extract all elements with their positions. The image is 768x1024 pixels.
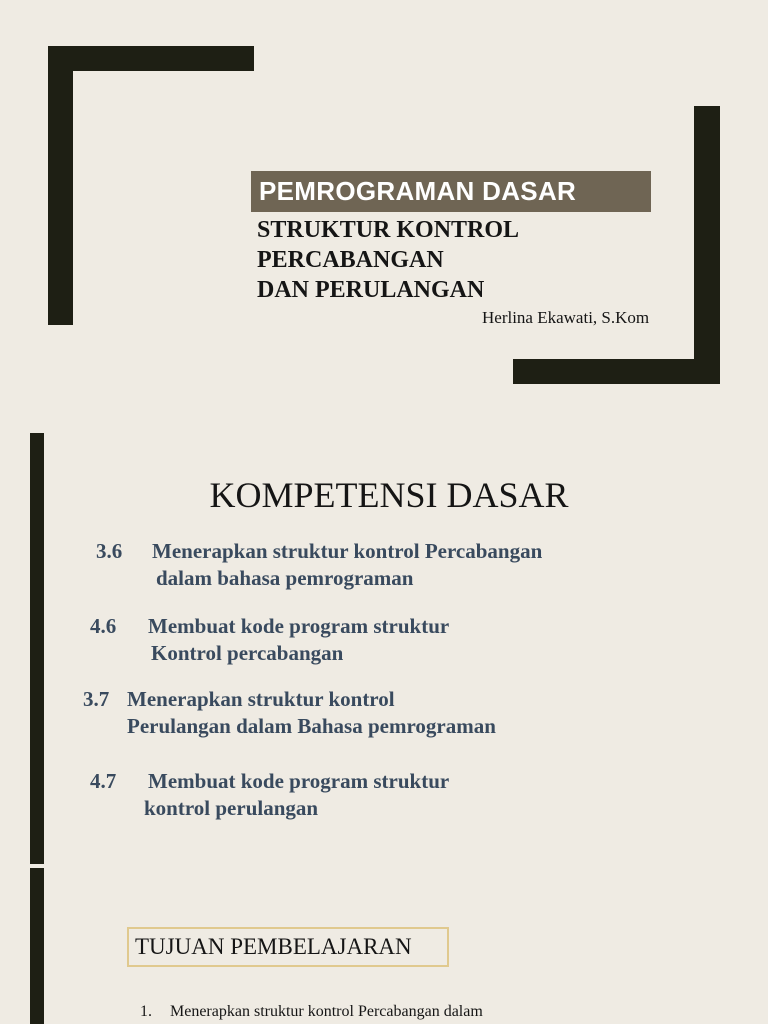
subtitle-line: STRUKTUR KONTROL	[257, 217, 520, 243]
kd-text: Kontrol percabangan	[151, 641, 344, 665]
kd-item	[90, 768, 449, 822]
list-item	[140, 1003, 483, 1021]
kd-text: Menerapkan struktur kontrol Percabangan	[152, 539, 543, 563]
slide-subtitle	[257, 215, 519, 305]
kd-text: Membuat kode program struktur	[148, 614, 450, 638]
kompetensi-heading: KOMPETENSI DASAR	[209, 475, 569, 515]
frame-top-left-vertical	[48, 46, 73, 325]
author-name: Herlina Ekawati, S.Kom	[482, 308, 650, 327]
kd-item	[83, 686, 496, 740]
kd-number: 4.7	[90, 769, 117, 793]
frame-bottom-right-horizontal	[513, 359, 720, 384]
kd-text: dalam bahasa pemrograman	[156, 566, 414, 590]
list-number: 1.	[140, 1003, 152, 1020]
kd-text: Menerapkan struktur kontrol	[127, 687, 395, 711]
kd-text: kontrol perulangan	[144, 796, 319, 820]
slide3-left-bar	[30, 868, 44, 1024]
frame-top-left-horizontal	[48, 46, 254, 71]
kd-number: 3.6	[96, 539, 123, 563]
kd-text: Perulangan dalam Bahasa pemrograman	[127, 714, 496, 738]
kd-text: Membuat kode program struktur	[148, 769, 450, 793]
kd-item	[90, 613, 449, 667]
kd-item	[96, 538, 542, 592]
subtitle-line: DAN PERULANGAN	[257, 277, 485, 303]
subtitle-line: PERCABANGAN	[257, 247, 444, 273]
list-text: Menerapkan struktur kontrol Percabangan dalam	[170, 1003, 483, 1020]
slide-title: PEMROGRAMAN DASAR	[251, 171, 651, 212]
frame-bottom-right-vertical	[694, 106, 720, 384]
kd-number: 3.7	[83, 687, 110, 711]
tujuan-heading: TUJUAN PEMBELAJARAN	[127, 927, 449, 967]
kd-number: 4.6	[90, 614, 117, 638]
